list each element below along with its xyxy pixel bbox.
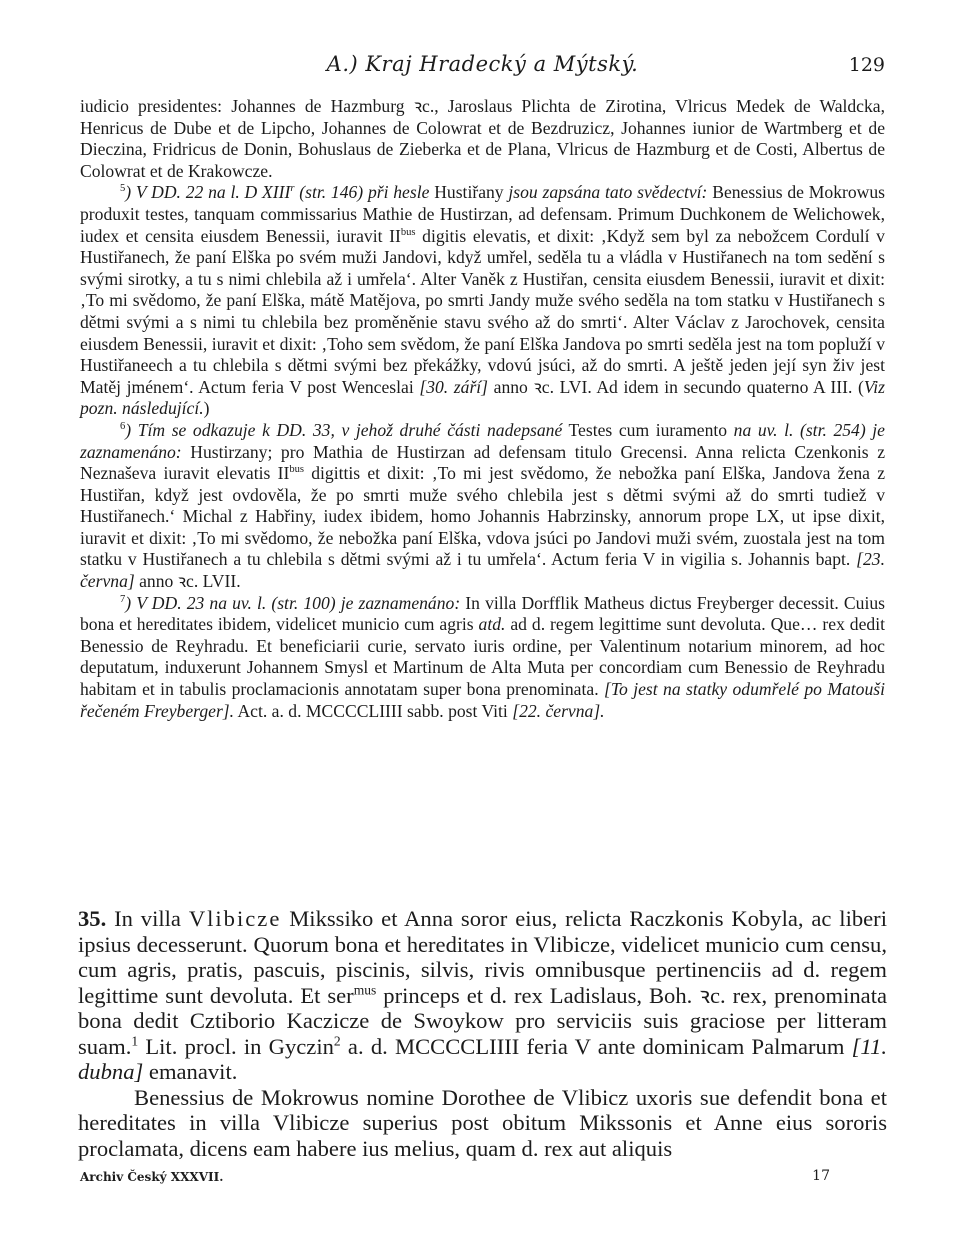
footnote-4-continuation: iudicio presidentes: Johannes de Hazmburg ꝛc., Jaroslaus Plichta de Zirotina, Vlricus Medek de Waldcka, Henricus de Dube et de Lipcho, Johannes de Colowrat et de Bezdruzicz, Johannes iunior de Wartmberg et de Dieczina, Fridricus de Donin, Bohuslaus de Zieberka et de Plana, Vlricus de Hazmburg et de Costi, Albertus de Colowrat et de Krakowcze.: [80, 96, 885, 181]
volume-signature: Archiv Český XXXVII.: [80, 1170, 224, 1184]
footnote-ref: 2: [333, 1032, 341, 1048]
place-name-spaced: Vlibicze: [188, 906, 282, 931]
footnote-ref: 1: [131, 1032, 139, 1048]
entry-35-paragraph-2: Benessius de Mokrowus nomine Dorothee de Vlibicz uxoris sue defendit bona et hereditates in villa Vlibicze superius post obitum Mikssonis et Anne eius sororis proclamata, dicens eam habere ius melius, quam d. rex aut aliquis: [78, 1084, 887, 1161]
running-title: A.) Kraj Hradecký a Mýtský.: [326, 52, 639, 76]
footnote-marker: 7: [120, 593, 126, 605]
footnote-marker: 6: [120, 421, 126, 433]
entry-35-paragraph-1: 35. In villa Vlibicze Mikssiko et Anna soror eius, relicta Raczkonis Kobyla, ac liberi ipsius decesserunt. Quorum bona et hereditates in Vlibicze, videlicet municio cum censu, cum agris, pratis, pascuis, piscinis, silvis, rivis omnibusque pertinenciis ad d. regem legittime sunt devoluta. Et ser$^{mus}$ princeps et d. rex Ladislaus, Boh. ꝛc. rex, prenominata bona dedit Cztiborio Kaczicze de Swoykow pro serviciis suis graciose per litteram suam.$^1$ Lit. procl. in Gyczin$^2$ a. d. MCCCCLIIII feria V ante dominicam Palmarum [11. dubna] emanavit.: [78, 906, 887, 1084]
footnote-6: $^6$) Tím se odkazuje k DD. 33, v jehož druhé části nadepsané Testes cum iuramento na uv. l. (str. 254) je zaznamenáno: Hustirzany; pro Mathia de Hustirzan ad defensam titulo Grecensi. Anna relicta Czenkonis z Neznaševa iuravit elevatis $II^{bus}$ digittis et dixit: ‚To mi jest svědomo, že nebožka paní Elška, Jandova žena z Hustiřan, když jest ovdověla, že po smrti muže svého chlebila jest s dětmi svými až do smrti tudiež v Hustiřanech.‘ Michal z Habřiny, iudex ibidem, homo Johannis Habrzinsky, annorum prope LX, ut ipse dixit, iuravit et dixit: ‚To mi svědomo, že nebožka paní Elška, vdova jsúci po Jandovi muži svém, zuostala jest na tom statku v Hustiřanech a tu chlebila s dětmi svými až i tu umřela‘. Actum feria V in vigilia s. Johannis bapt. [23. června] anno ꝛc. LVII.: [80, 419, 886, 592]
footnotes-block: [80, 96, 885, 722]
sheet-number: 17: [812, 1168, 830, 1184]
footnote-5: $^5$) V DD. 22 na l. D XIII$^r$ (str. 146) při hesle Hustiřany jsou zapsána tato svědectví: Benessius de Mokrowus produxit testes, tanquam commissarius Mathie de Hustirzan, ad defensam. Primum Duchkonem de Welichowek, iudex et censita eiusdem Benessii, iuravit $II^{bus}$ digitis elevatis, et dixit: ‚Když sem byl za nebožcem Cordulí v Hustiřanech, že paní Elška po svém muži Jandovi, když umřel, seděla tu a vládla v Hustiřanech na tom sedění s svými sirotky, a tu s nimi chlebila až i umřela‘. Alter Vaněk z Hustiřan, censita eiusdem Benessii, iuravit et dixit: ‚To mi svědomo, že paní Elška, mátě Matějova, po smrti Jandy muže svého seděla na tom statku v Hustiřanech s dětmi svými a s nimi tu chlebila bez proměněnie stavu svého až do smrti‘. Alter Václav z Jarochovek, censita eiusdem Benessii, iuravit et dixit: ‚Toho sem svědom, že paní Elška Jandova po smrti seděla jest na tom popluží v Hustiřaneech a tu chlebila s dětmi svými bez překážky, vdovú jsúci, až do smrti. A ještě jeden její syn živ jest Matěj jménem‘. Actum feria V post Wenceslai [30. září] anno ꝛc. LVI. Ad idem in secundo quaterno A III. (Viz pozn. následující.): [80, 182, 886, 419]
entry-number: 35.: [78, 906, 107, 931]
footnote-7: $^7$) V DD. 23 na uv. l. (str. 100) je zaznamenáno: In villa Dorfflik Matheus dictus Freyberger decessit. Cuius bona et hereditates ibidem, videlicet municio cum agris atd. ad d. regem legittime sunt devoluta. Que… rex dedit Benessio de Reyhradu. Et beneficiarii curie, servato iuris ordine, per Valentinum notarium minorem, ad hoc deputatum, induxerunt Johannem Smysl et Martinum de Alta Muta per concordiam cum Benessio de Reyhradu habitam et in tabulis proclamacionis annotatam super bona prenominata. [To jest na statky odumřelé po Matouši řečeném Freyberger]. Act. a. d. MCCCCLIIII sabb. post Viti [22. června].: [80, 592, 886, 721]
footnote-marker: 5: [120, 183, 126, 195]
page-header: [80, 52, 885, 82]
main-entry: [78, 906, 887, 1161]
page-number: 129: [848, 54, 885, 76]
